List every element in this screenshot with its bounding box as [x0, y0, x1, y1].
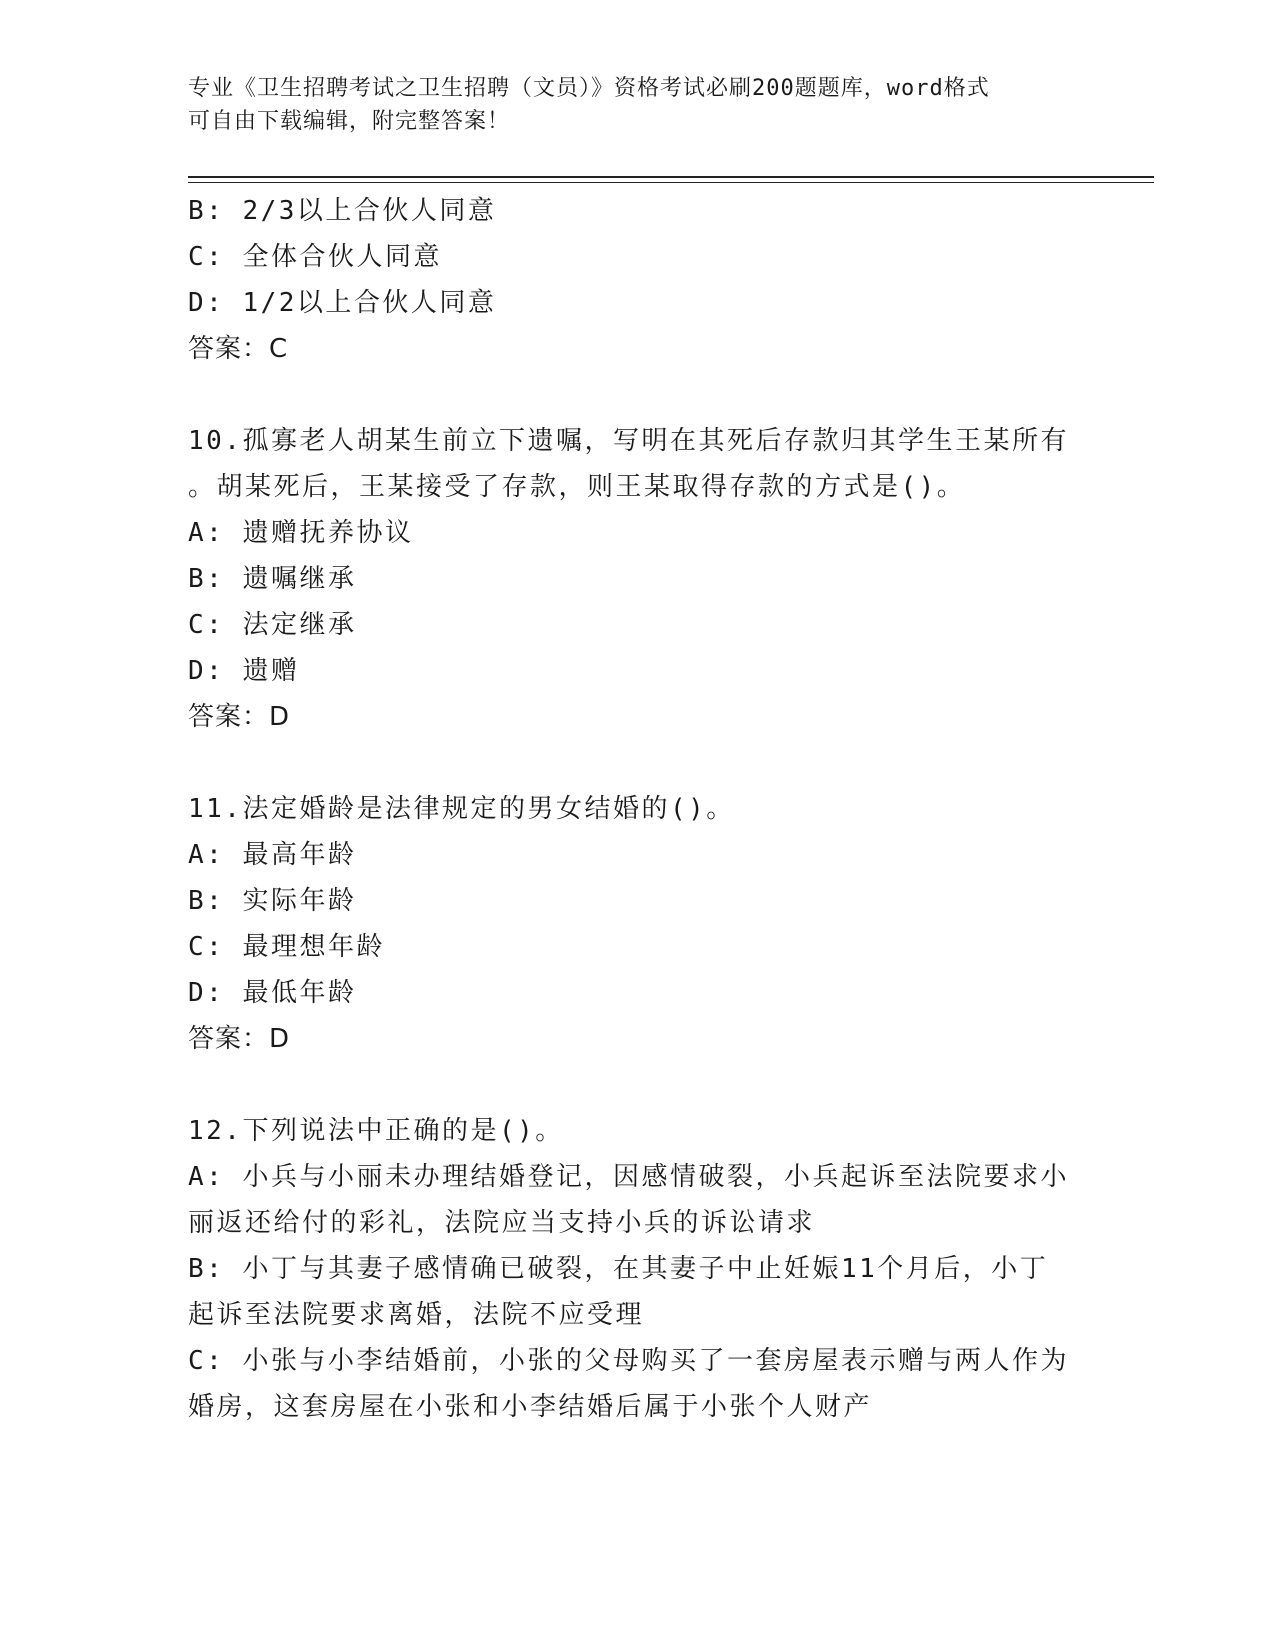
question-stem-continued: 。胡某死后，王某接受了存款，则王某取得存款的方式是()。 [188, 472, 966, 502]
answer: 答案：C [188, 334, 289, 364]
question-stem: 11.法定婚龄是法律规定的男女结婚的()。 [188, 794, 735, 824]
header-divider-thick [188, 176, 1154, 178]
option-d: D: 遗赠 [188, 656, 300, 686]
answer: 答案：D [188, 702, 291, 732]
option-c: C: 小张与小李结婚前，小张的父母购买了一套房屋表示赠与两人作为 [188, 1346, 1069, 1376]
question-stem: 12.下列说法中正确的是()。 [188, 1116, 564, 1146]
option-c: C: 全体合伙人同意 [188, 242, 442, 272]
header-line-2: 可自由下载编辑，附完整答案！ [188, 109, 511, 134]
option-a: A: 最高年龄 [188, 840, 357, 870]
option-b: B: 实际年龄 [188, 886, 357, 916]
option-b: B: 2/3以上合伙人同意 [188, 196, 497, 226]
option-b-continued: 起诉至法院要求离婚，法院不应受理 [188, 1300, 645, 1330]
question-12 [188, 1108, 1088, 1430]
spacer [188, 1062, 1088, 1108]
spacer [188, 740, 1088, 786]
answer: 答案：D [188, 1024, 291, 1054]
option-d: D: 1/2以上合伙人同意 [188, 288, 497, 318]
option-a-continued: 丽返还给付的彩礼，法院应当支持小兵的诉讼请求 [188, 1208, 816, 1238]
option-a: A: 遗赠抚养协议 [188, 518, 414, 548]
header-divider-thin [188, 182, 1154, 183]
option-c: C: 最理想年龄 [188, 932, 385, 962]
question-list [188, 188, 1088, 1430]
option-c: C: 法定继承 [188, 610, 357, 640]
option-d: D: 最低年龄 [188, 978, 357, 1008]
question-stem: 10.孤寡老人胡某生前立下遗嘱，写明在其死后存款归其学生王某所有 [188, 426, 1069, 456]
option-a: A: 小兵与小丽未办理结婚登记，因感情破裂，小兵起诉至法院要求小 [188, 1162, 1069, 1192]
question-10 [188, 418, 1088, 740]
header-line-1: 专业《卫生招聘考试之卫生招聘（文员）》资格考试必刷200题题库，word格式 [188, 76, 990, 101]
option-c-continued: 婚房，这套房屋在小张和小李结婚后属于小张个人财产 [188, 1392, 873, 1422]
spacer [188, 372, 1088, 418]
document-header [188, 72, 1068, 138]
option-b: B: 小丁与其妻子感情确已破裂，在其妻子中止妊娠11个月后，小丁 [188, 1254, 1049, 1284]
option-b: B: 遗嘱继承 [188, 564, 357, 594]
question-11 [188, 786, 1088, 1062]
question-9 [188, 188, 1088, 372]
